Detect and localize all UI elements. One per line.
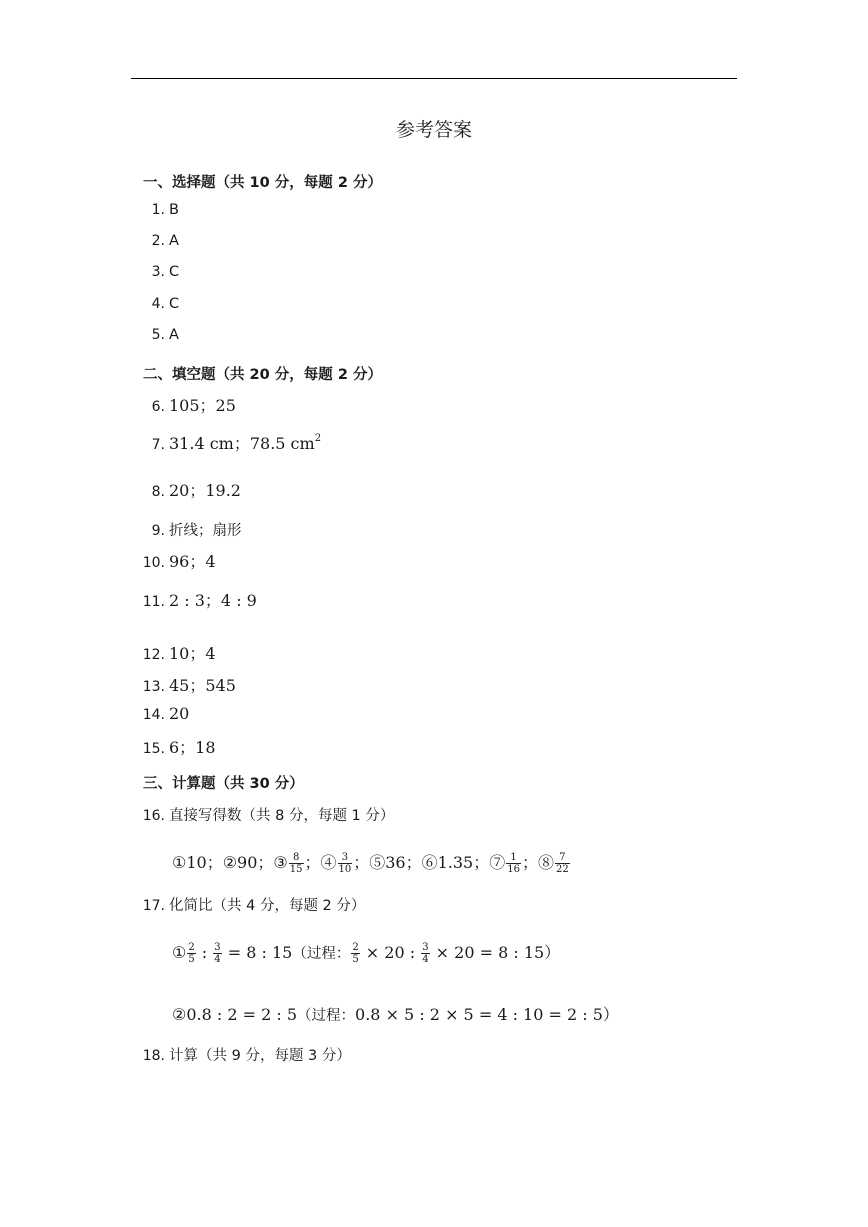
header-rule: [131, 78, 737, 79]
question-18: 18. 计算（共 9 分，每题 3 分）: [142, 1048, 351, 1064]
list-item: 10. 96；4: [142, 552, 216, 571]
section-calc-heading: 三、计算题（共 30 分）: [143, 776, 304, 792]
question-17-answer-1: ① $\frac{2}{5}$ : $\frac{3}{4}$ = 8 : 15（过程： $\frac{2}{5}$ × 20 : $\frac{3}{4}$ × 20 = 8 : 15）: [172, 942, 561, 965]
fraction: $\frac{8}{15}$: [289, 852, 303, 875]
list-item: 14. 20: [142, 704, 190, 723]
question-16: 16. 直接写得数（共 8 分，每题 1 分）: [142, 808, 395, 824]
fraction: $\frac{3}{4}$: [422, 942, 429, 965]
list-item: 2. A: [151, 233, 179, 249]
list-item: 7. 31.4 cm；78.5 $cm^2$: [151, 433, 322, 453]
fraction: $\frac{3}{10}$: [338, 852, 352, 875]
list-item: 5. A: [151, 327, 179, 343]
page-title: 参考答案: [395, 119, 472, 141]
fraction: $\frac{1}{16}$: [507, 852, 520, 875]
section-fill-heading: 二、填空题（共 20 分，每题 2 分）: [143, 367, 382, 383]
list-item: 9. 折线；扇形: [151, 523, 242, 539]
list-item: 1. B: [151, 202, 179, 218]
fraction: $\frac{2}{5}$: [188, 942, 195, 965]
fraction: $\frac{7}{22}$: [556, 852, 569, 875]
list-item: 11. 2 : 3；4 : 9: [142, 591, 257, 610]
list-item: 13. 45；545: [142, 676, 236, 695]
list-item: 15. 6；18: [142, 738, 216, 757]
list-item: 6. 105；25: [151, 396, 236, 415]
fraction: $\frac{2}{5}$: [352, 942, 359, 965]
list-item: 3. C: [151, 264, 180, 280]
list-item: 4. C: [151, 296, 180, 312]
list-item: 12. 10；4: [142, 644, 216, 663]
section-choice-heading: 一、选择题（共 10 分，每题 2 分）: [143, 175, 382, 191]
question-17-answer-2: ②0.8 : 2 = 2 : 5（过程：0.8 × 5 : 2 × 5 = 4 : 10 = 2 : 5）: [172, 1005, 619, 1024]
question-17: 17. 化简比（共 4 分，每题 2 分）: [142, 898, 366, 914]
fraction: $\frac{3}{4}$: [214, 942, 221, 965]
list-item: 8. 20；19.2: [151, 481, 241, 500]
question-16-answers: ①10；②90；③ $\frac{8}{15}$ ；④ $\frac{3}{10}$ ；⑤36；⑥1.35；⑦ $\frac{1}{16}$ ；⑧ $\frac{7}{22}$: [172, 852, 569, 875]
